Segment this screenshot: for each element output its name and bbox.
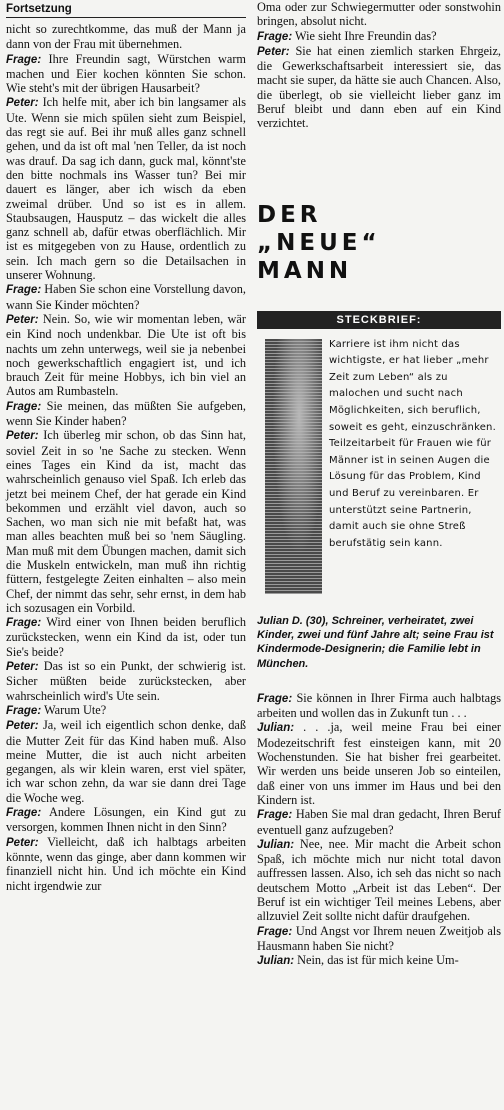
paragraph: Frage: Wie sieht Ihre Freundin das?: [257, 28, 437, 43]
right-column: [257, 0, 501, 969]
paragraph: Peter: Nein. So, wie wir momentan leben, wär ein Kind noch undenkbar. Die Ute ist oft bis nachts um zehn unterwegs, weil sie ja nebenbei noch gewerkschaftlich engagiert ist, und ich brauch Zeit für meine Hobbys, ich bin viel an Autos am Rumbasteln.: [6, 311, 246, 399]
steckbrief-text: Karriere ist ihm nicht das wichtigste, er hat lieber „mehr Zeit zum Leben“ als zu malochen und sucht nach Möglichkeiten, sich beruflich, soweit es geht, einzuschränken. Teilzeitarbeit für Frauen wie für Männer ist in seinen Augen die Lösung für das Problem, Kind und Beruf zu vereinbaren. Er unterstützt seine Partnerin, damit auch sie ohne Streß berufstätig sein kann.: [329, 338, 496, 549]
continuation-header: Fortsetzung: [6, 1, 246, 18]
paragraph: Peter: Das ist so ein Punkt, der schwierig ist. Sicher müßten beide zurückstecken, aber wahrscheinlich wird's Ute sein.: [6, 659, 246, 703]
paragraph: Peter: Sie hat einen ziemlich starken Ehrgeiz, die Gewerkschaftsarbeit interessiert sie, das macht sie super, da hätte sie auch Chancen. Also, die überlegt, ob sie vielleicht lieber ganz im Beruf bleibt und dann eben auf ein Kind verzichtet.: [257, 43, 502, 131]
paragraph: Peter: Vielleicht, daß ich halbtags arbeiten könnte, wenn das ginge, aber dann kommen wir finanziell nicht hin. Und ich möchte ein Kind nicht irgendwie zur: [6, 834, 246, 893]
steckbrief-box: [257, 339, 501, 594]
paragraph: Frage: Wird einer von Ihnen beiden beruflich zurückstecken, wenn ein Kind da ist, oder tun Sie's beide?: [6, 615, 247, 659]
paragraph: Frage: Sie können in Ihrer Firma auch halbtags arbeiten und wollen das in Zukunft tun . . .: [257, 690, 501, 721]
interview-text-left: [6, 22, 246, 893]
paragraph: Julian: . . .ja, weil meine Frau bei einer Modezeitschrift fest einsteigen kann, mit 20 Wochenstunden. Sie hat bisher frei gearbeitet. Wir werden uns beide unseren Job so einteilen, daß einer von uns immer im Haus und bei den Kindern ist.: [257, 720, 502, 807]
paragraph: Frage: Haben Sie mal dran gedacht, Ihren Beruf eventuell ganz aufzugeben?: [257, 807, 502, 837]
left-column: [6, 0, 246, 893]
paragraph: Frage: Warum Ute?: [6, 702, 107, 717]
interview-text-right-top: [257, 0, 501, 131]
article-title: DER „NEUE“ MANN: [257, 201, 381, 284]
paragraph: Oma oder zur Schwiegermutter oder sonstwohin bringen, absolut nicht.: [257, 0, 501, 29]
interview-text-right-bottom: [257, 691, 501, 969]
steckbrief-heading: STECKBRIEF:: [257, 311, 501, 329]
paragraph: Julian: Nein, das ist für mich keine Um-: [257, 953, 459, 968]
paragraph: nicht so zurechtkomme, das muß der Mann ja dann von der Frau mit übernehmen.: [6, 22, 246, 52]
paragraph: Peter: Ich überleg mir schon, ob das Sinn hat, soviel Zeit in so 'ne Sache zu stecken. Wenn eines Tages ein Kind da ist, macht das wahrscheinlich genauso viel Spaß. Ich erleb das jetzt bei meinem Chef, der hat gerade ein Kind bekommen und erzählt viel davon, auch so Sachen, wo man sich nie mit befaßt hat, was man alles beachten muß bei so 'nem Säugling. Man muß mit dem Übungen machen, damit sich die Muskeln entwickeln, man muß ihn richtig füttern, festgelegte Zeiten einhalten – also mein Chef, der nimmt das sehr, sehr ernst, in dem hab ich sozusagen ein Vorbild.: [6, 428, 246, 615]
paragraph: Peter: Ich helfe mit, aber ich bin langsamer als Ute. Wenn sie mich spülen sieht zum Beispiel, das regt sie auf. Bei ihr muß alles ganz schnell gehen, und da ist oft mal 'nen Teller, da ist noch was drauf. Da sag ich dann, guck mal, könnt'ste den bitte nochmals ins Wasser tun? Bei mir dauert es länger, aber ich wisch da eben zweimal drüber. Und so ist es in allem. Staubsaugen, Hausputz – das wickelt die alles ganz schnell ab, dafür etwas oberflächlich. Mir ist es mitgegeben von zu Hause, ordentlich zu sein. Ich mach gern so die Detailsachen in unserer Wohnung.: [6, 95, 247, 283]
paragraph: Frage: Haben Sie schon eine Vorstellung davon, wann Sie Kinder möchten?: [6, 282, 247, 312]
portrait-photo: [265, 339, 322, 594]
paragraph: Frage: Ihre Freundin sagt, Würstchen warm machen und Eier kochen könnten Sie schon. Wie steht's mit der übrigen Hausarbeit?: [6, 51, 246, 96]
person-bio: Julian D. (30), Schreiner, verheiratet, zwei Kinder, zwei und fünf Jahre alt; seine Frau ist Kindermode-Designerin; die Familie lebt in München.: [257, 614, 494, 670]
paragraph: Frage: Andere Lösungen, ein Kind gut zu versorgen, kommen Ihnen nicht in den Sinn?: [6, 805, 246, 835]
paragraph: Frage: Sie meinen, das müßten Sie aufgeben, wenn Sie Kinder haben?: [6, 398, 247, 429]
paragraph: Frage: Und Angst vor Ihrem neuen Zweitjob als Hausmann haben Sie nicht?: [257, 923, 501, 953]
paragraph: Peter: Ja, weil ich eigentlich schon denke, daß die Mutter Zeit für das Kind haben muß. Also meine Mutter, die ist auch nicht arbeiten gegangen, als wir klein waren, erst viel später, ich war schon zehn, da war sie dann drei Tage die Woche weg.: [6, 718, 246, 805]
paragraph: Julian: Nee, nee. Mir macht die Arbeit schon Spaß, ich möchte mich nur nicht total davon auffressen lassen. Also, ich seh das nicht so nach deutschem Motto „Arbeit ist das Leben“. Der Beruf ist ein wichtiger Teil meines Lebens, aber allzuviel Zeit sollte nicht dafür draufgehen.: [257, 836, 501, 924]
